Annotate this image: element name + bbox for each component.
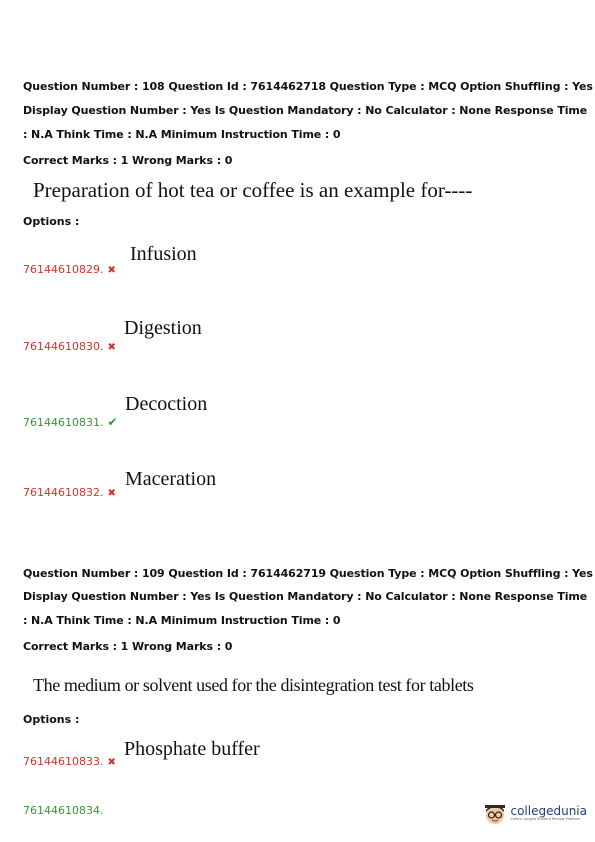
correct-check-icon: ✔	[107, 415, 118, 429]
q108-option-3-text: Decoction	[125, 393, 208, 415]
wrong-cross-icon: ✖	[107, 265, 116, 276]
wrong-cross-icon: ✖	[107, 342, 116, 353]
q108-meta-line1: Question Number : 108 Question Id : 7614462718 Question Type : MCQ Option Shuffling : Yes	[23, 80, 593, 93]
q108-option-4[interactable]	[23, 486, 116, 499]
q108-meta-line2: Display Question Number : Yes Is Question Mandatory : No Calculator : None Response Time	[23, 104, 588, 117]
q109-meta-line3: : N.A Think Time : N.A Minimum Instruction Time : 0	[23, 614, 341, 627]
q108-options-label: Options :	[23, 215, 80, 228]
q108-option-1[interactable]	[23, 263, 116, 276]
q108-question-text: Preparation of hot tea or coffee is an example for----	[33, 178, 473, 202]
option-id: 76144610834.	[23, 804, 104, 817]
q109-option-2[interactable]	[23, 804, 103, 817]
logo-tagline: India's Largest Student Review Platform	[510, 817, 581, 821]
option-id: 76144610832.	[23, 486, 104, 499]
q108-option-4-text: Maceration	[125, 468, 217, 490]
q109-meta-line1: Question Number : 109 Question Id : 7614462719 Question Type : MCQ Option Shuffling : Yes	[23, 567, 593, 580]
option-id: 76144610829.	[23, 263, 104, 276]
wrong-cross-icon: ✖	[107, 757, 116, 768]
q109-meta-line2: Display Question Number : Yes Is Question Mandatory : No Calculator : None Response Time	[23, 590, 588, 603]
option-id: 76144610833.	[23, 755, 104, 768]
q109-option-1[interactable]	[23, 755, 116, 768]
q108-option-2[interactable]	[23, 340, 116, 353]
option-id: 76144610831.	[23, 416, 104, 429]
student-mascot-icon	[483, 800, 507, 826]
collegedunia-logo	[483, 800, 587, 826]
q109-options-label: Options :	[23, 713, 80, 726]
q108-option-2-text: Digestion	[124, 317, 202, 339]
q108-option-3[interactable]	[23, 415, 118, 429]
q109-option-1-text: Phosphate buffer	[124, 738, 260, 760]
logo-name: collegedunia	[510, 804, 587, 818]
q109-marks: Correct Marks : 1 Wrong Marks : 0	[23, 640, 233, 653]
option-id: 76144610830.	[23, 340, 104, 353]
q108-marks: Correct Marks : 1 Wrong Marks : 0	[23, 154, 233, 167]
q108-option-1-text: Infusion	[130, 243, 197, 265]
q109-question-text: The medium or solvent used for the disintegration test for tablets	[33, 675, 474, 695]
q108-meta-line3: : N.A Think Time : N.A Minimum Instruction Time : 0	[23, 128, 341, 141]
wrong-cross-icon: ✖	[107, 488, 116, 499]
